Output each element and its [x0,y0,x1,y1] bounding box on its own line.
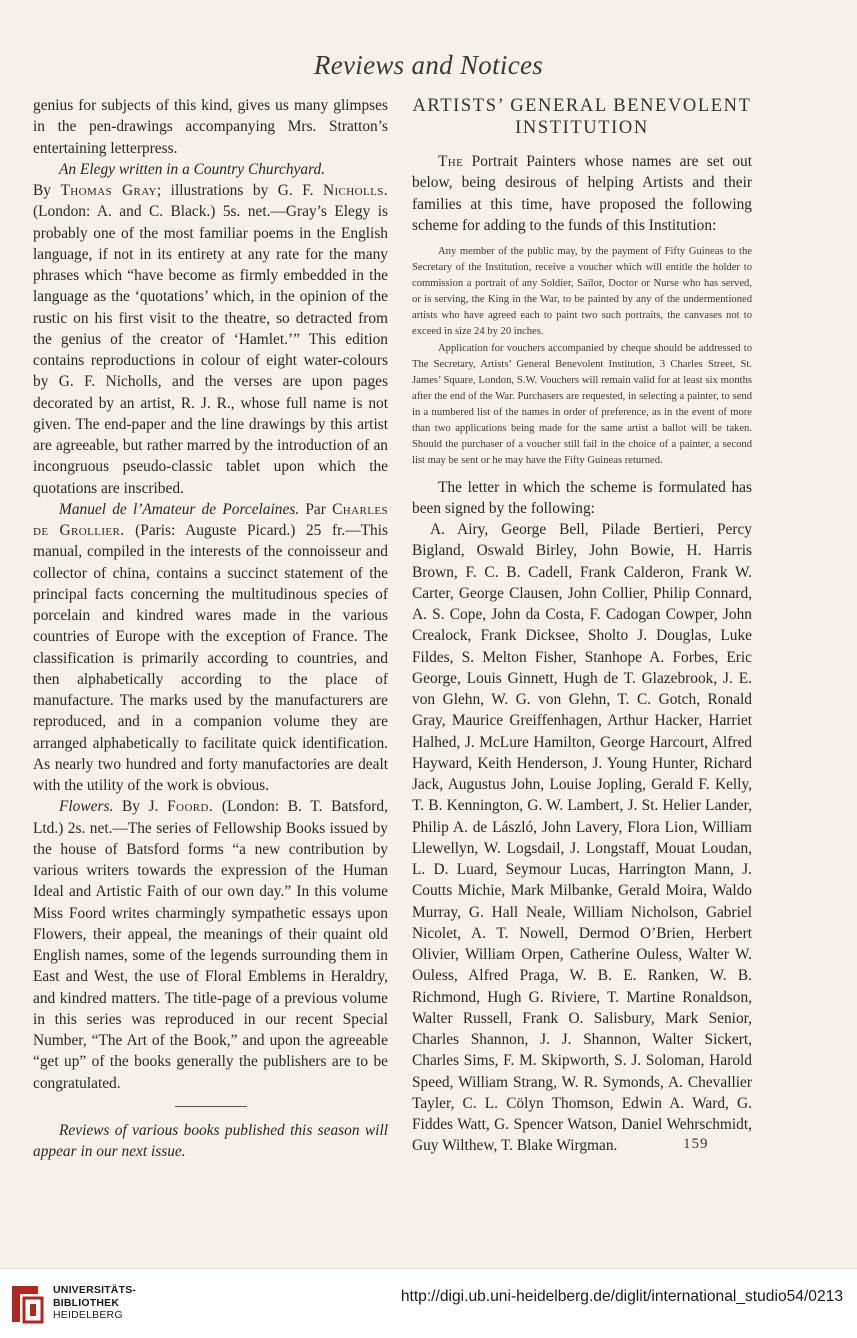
section-heading: ARTISTS’ GENERAL BENEVOLENT INSTITUTION [412,96,752,138]
review-elegy-title [33,159,388,180]
by-text: By [33,182,51,199]
library-logo-icon [8,1282,46,1326]
signatories-list: A. Airy, George Bell, Pilade Bertieri, Percy Bigland, Oswald Birley, John Bowie, H. Harris Brown, F. C. B. Cadell, Frank Calderon, Frank W. Carter, George Clausen, John Collier, Philip Connard, A. S. Cope, John da Costa, F. Cadogan Cowper, John Crealock, Frank Dicksee, Sholto J. Douglas, Luke Fildes, S. Melton Fisher, Stanhope A. Forbes, Eric George, Louis Ginnett, Hugh de T. Glazebrook, J. E. von Glehn, W. G. von Glehn, T. C. Gotch, Ronald Gray, Maurice Greiffenhagen, Arthur Hacker, Harriet Halhed, J. McLure Hamilton, George Harcourt, Alfred Hayward, Keith Henderson, J. Young Hunter, Richard Jack, Augustus John, Louise Jopling, Gerald F. Kelly, T. B. Kennington, G. W. Lambert, J. St. Helier Lander, Philip A. de László, John Lavery, Flora Lion, William Llewellyn, W. Logsdail, J. Longstaff, Mouat Loudan, L. D. Luard, Seymour Lucas, Harrington Mann, J. Coutts Michie, Mark Milbanke, Gerald Moira, Waldo Murray, G. Hall Neale, William Nicholson, Gabriel Nicolet, A. T. Nowell, Dermod O’Brien, Herbert Olivier, William Orpen, Catherine Ouless, Walter W. Ouless, Alfred Praga, W. B. E. Ranken, W. B. Richmond, Hugh G. Riviere, T. Martine Ronaldson, Walter Russell, Frank O. Salisbury, Mark Senior, Charles Shannon, J. J. Shannon, Walter Sickert, Charles Sims, F. M. Skipworth, S. J. Soloman, Harold Speed, William Strang, W. R. Symonds, A. Chevallier Tayler, C. L. Cölyn Thomson, Edwin A. Ward, G. Fiddes Watt, G. Spencer Watson, Daniel Wehrschmidt, Guy Wilthew, T. Blake Wirgman. [412,521,752,1155]
review-text: (London: B. T. Batsford, Ltd.) 2s. net.—The series of Fellowship Books issued by the house of Batsford forms “a new contribution by various writers towards the expression of the Human Ideal and Artistic Faith of our own day.” In this volume Miss Foord writes charmingly sympathetic essays upon Flowers, their appeal, the meanings of their quaint old English names, some of the legends surrounding them in East and West, the use of Floral Emblems in Heraldry, and kindred matters. The title-page of a previous volume in this series was reproduced in our recent Special Number, “The Art of the Book,” and upon the agreeable “get up” of the books generally the publishers are to be congratulated. [33,798,388,1092]
illustrator-name: Nicholls. [322,182,388,199]
intro-text: Portrait Painters whose names are set out below, being desirous of helping Artists and their families at this time, have proposed the following scheme for adding to the funds of this Institution: [412,153,752,234]
divider-rule [175,1106,247,1107]
review-text: (Paris: Auguste Picard.) 25 fr.—This manual, compiled in the interests of the connoisseur and collector of china, contains a succinct statement of the principal facts concerning the multitudinous species of porcelain and kindred wares made in the various countries of Europe with the exception of France. The classification is primarily according to countries, and then alphabetically according to the place of manufacture. The marks used by the manufacturers are reproduced, and in a companion volume they are arranged alphabetically to facilitate quick identification. As nearly two hundred and forty manufactories are dealt with the utility of the work is obvious. [33,522,388,794]
logo-line-1: UNIVERSITÄTS- [53,1284,137,1296]
book-title: Manuel de l’Amateur de Porcelaines. [59,500,300,518]
left-column [33,95,388,1162]
source-link[interactable]: http://digi.ub.uni-heidelberg.de/diglit/international_studio54/0213 [400,1288,843,1305]
author-name: Foord. [167,798,214,816]
library-logo-text [53,1284,136,1322]
footer-bar [0,1268,857,1338]
lead-word: The [438,153,464,170]
logo-line-2: BIBLIOTHEK [53,1296,120,1309]
author-name: Charles de Grollier. [33,500,388,539]
illustrations-text: ; illustrations by G. F. [156,182,314,199]
book-title: An Elegy written in a Country Churchyard. [59,160,326,178]
book-title: Flowers. [59,798,114,816]
review-elegy [33,180,388,499]
running-head: Reviews and Notices [313,50,544,80]
page-number: 159 [683,1136,709,1152]
closing-note: Reviews of various books published this season will appear in our next issue. [33,1121,388,1160]
review-flowers [33,796,388,1094]
review-manuel [33,499,388,797]
scheme-details: Any member of the public may, by the payment of Fifty Guineas to the Secretary of the Institution, receive a voucher which will entitle the holder to commission a portrait of any Soldier, Sailor, Doctor or Nurse who has served, or is serving, the King in the War, to be painted by any of the undermentioned artists who have agreed each to paint two such portraits, the canvases not to exceed in size 24 by 20 inches. [412,246,752,337]
author-name: Thomas Gray [60,182,157,199]
paragraph-continuation: genius for subjects of this kind, gives us many glimpses in the pen-drawings accompanying Mrs. Stratton’s entertaining letterpress. [33,97,388,157]
right-column [412,95,752,1157]
review-text: (London: A. and C. Black.) 5s. net.—Gray’s Elegy is probably one of the most familiar poems in the English language, if not in its entirety at any rate for the many phrases which “have become as firmly embedded in the language as the ‘quotations’ which, in the opinion of the rustic on his first visit to the theatre, so detracted from the genius of the creator of ‘Hamlet.’” This edition contains reproductions in colour of eight water-colours by G. F. Nicholls, and the verses are upon pages decorated by an artist, R. J. R., whose full name is not given. The end-paper and the line drawings by this artist are agreeable, but rather marred by the introduction of an incongruous pseudo-classic tablet upon which the quotations are inscribed. [33,203,388,497]
application-details: Application for vouchers accompanied by cheque should be addressed to The Secretary, Artists’ General Benevolent Institution, 3 Charles Street, St. James’ Square, London, S.W. Vouchers will remain valid for at least six months after the end of the War. Purchasers are requested, in selecting a painter, to send in a numbered list of the names in order of preference, as in the event of more than two applications being made for the same artist a ballot will be taken. Should the purchaser of a voucher still fail in the choice of a painter, a second list may be sent or he may have the Fifty Guineas returned. [412,343,752,466]
by-text: By J. [121,798,159,816]
par-text: Par [305,500,326,518]
logo-line-3: HEIDELBERG [53,1309,123,1321]
intro-paragraph [412,151,752,236]
letter-intro: The letter in which the scheme is formulated has been signed by the following: [412,478,752,517]
